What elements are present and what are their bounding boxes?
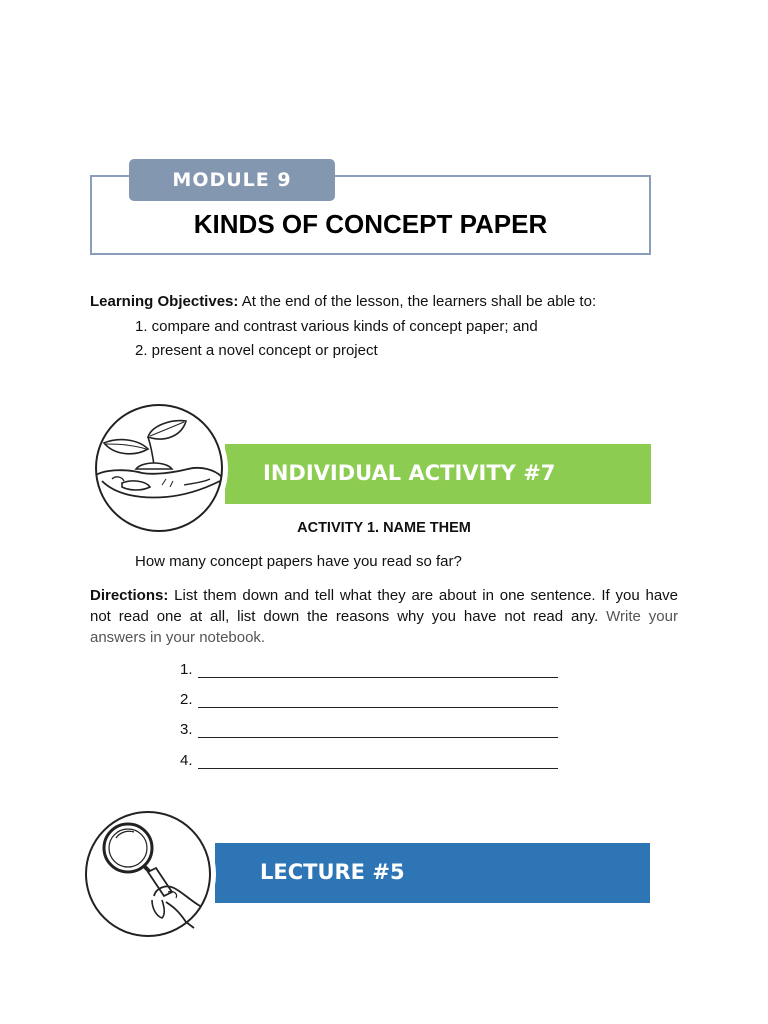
page-title: KINDS OF CONCEPT PAPER: [193, 209, 548, 239]
activity-banner-label: INDIVIDUAL ACTIVITY #7: [263, 461, 556, 485]
directions: [90, 585, 678, 648]
directions-text: List them down and tell what they are about in one sentence. If you have not read one at all, list down the reasons why you have not read any.: [90, 587, 678, 625]
answer-line: [180, 721, 558, 741]
answer-number: 2.: [180, 691, 193, 708]
directions-tail: Write your answers in your notebook.: [90, 608, 678, 646]
answer-blank: [198, 768, 558, 769]
answer-line: [180, 661, 558, 681]
lecture-banner: [215, 843, 650, 903]
directions-label: Directions:: [90, 587, 169, 604]
activity-banner: [225, 444, 651, 504]
objectives-label: Learning Objectives:: [90, 293, 239, 310]
answer-number: 4.: [180, 752, 193, 769]
objectives-intro: At the end of the lesson, the learners shall be able to:: [238, 293, 597, 310]
answer-number: 1.: [180, 661, 193, 678]
answer-line: [180, 752, 558, 772]
lecture-banner-label: LECTURE #5: [260, 860, 405, 884]
objective-item: 2. present a novel concept or project: [135, 342, 378, 359]
answer-number: 3.: [180, 721, 193, 738]
magnifying-glass-icon: [82, 806, 218, 942]
answer-blank: [198, 707, 558, 708]
activity-heading: ACTIVITY 1. NAME THEM: [297, 520, 471, 536]
objective-item: 1. compare and contrast various kinds of concept paper; and: [135, 318, 538, 335]
answer-blank: [198, 737, 558, 738]
module-tab: MODULE 9: [129, 159, 335, 201]
answer-blank: [198, 677, 558, 678]
activity-question: How many concept papers have you read so far?: [135, 553, 462, 570]
learning-objectives: [90, 292, 690, 312]
answer-line: [180, 691, 558, 711]
